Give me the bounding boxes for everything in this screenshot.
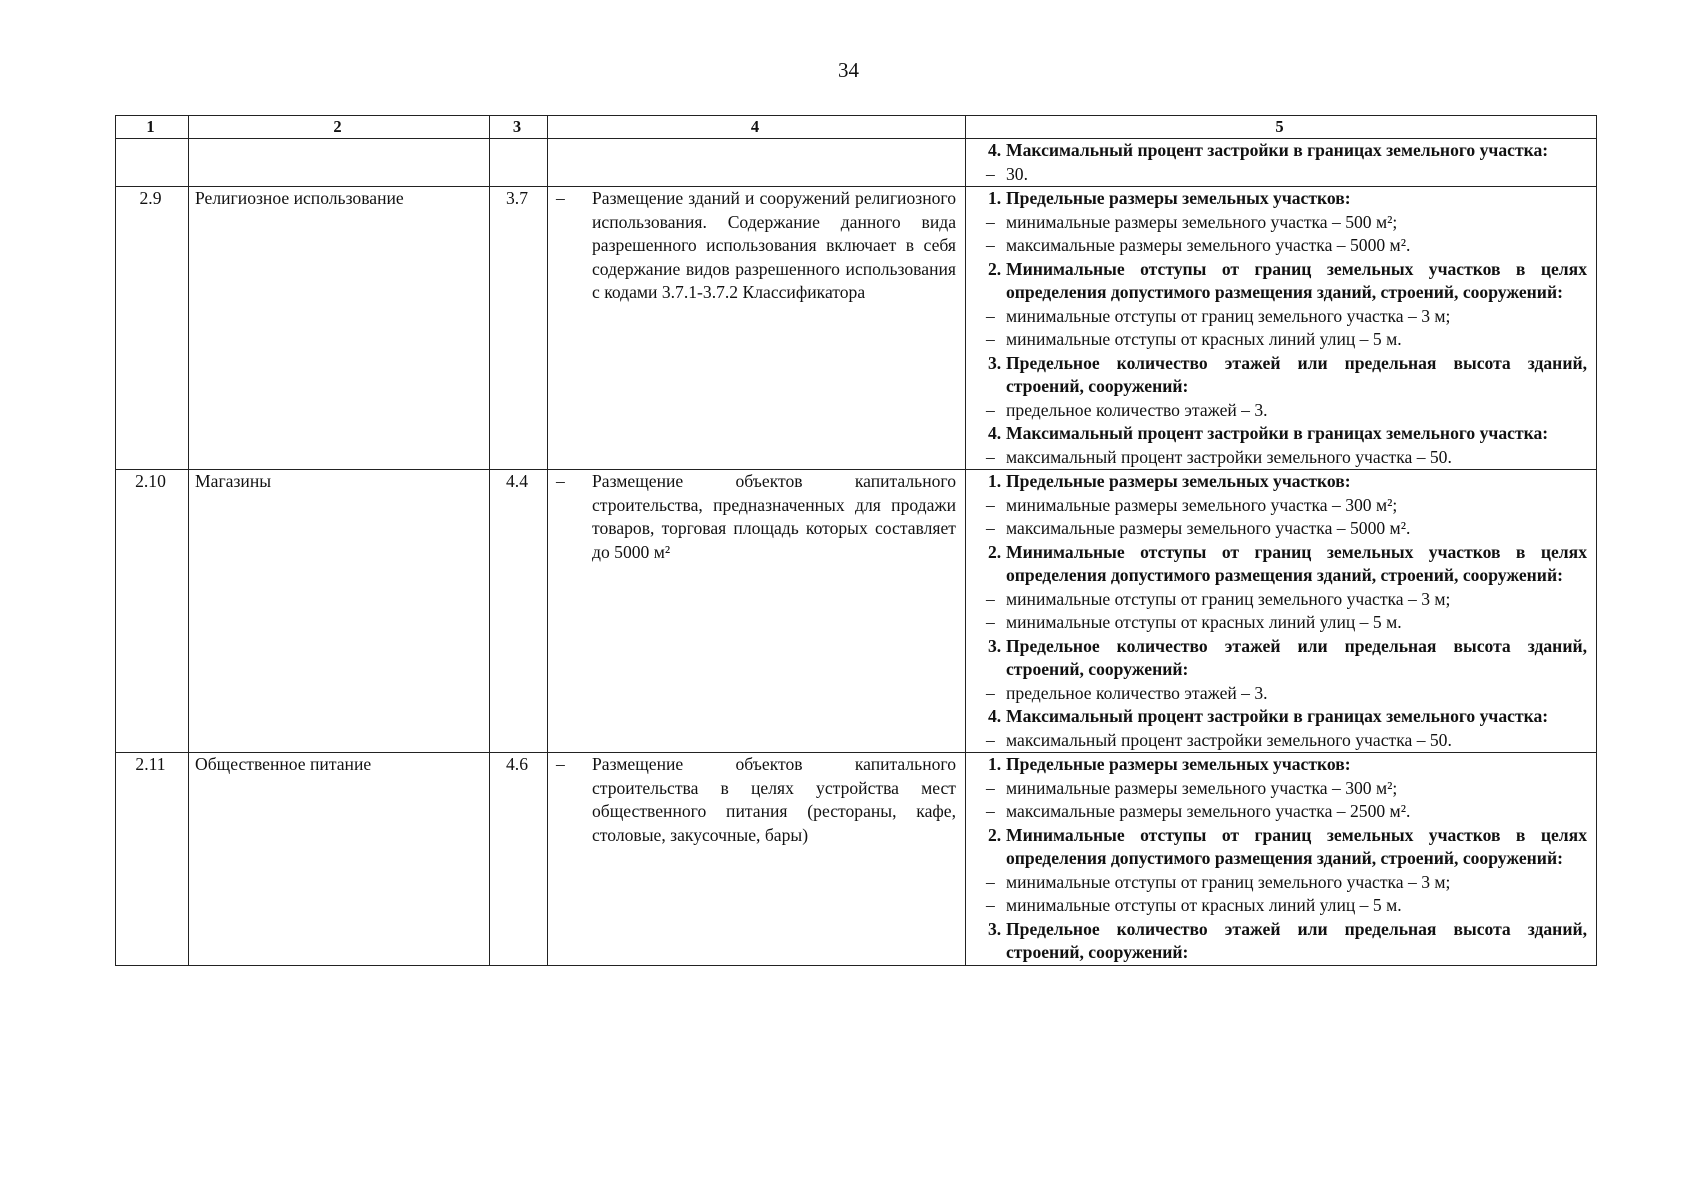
list-marker: –: [986, 682, 995, 703]
use-code: 4.6: [490, 753, 548, 966]
use-code: [490, 139, 548, 187]
parameters-cell: [966, 187, 1597, 470]
row-number: 2.10: [116, 470, 189, 753]
parameter-item: [972, 163, 1587, 187]
list-marker: –: [986, 163, 995, 184]
list-marker: –: [986, 777, 995, 798]
parameter-item: [972, 211, 1587, 235]
parameter-text: минимальные размеры земельного участка – 300 м²;: [1006, 494, 1398, 515]
parameter-heading: [972, 470, 1587, 494]
column-header: 3: [490, 116, 548, 139]
page-number: 34: [838, 58, 859, 82]
parameter-text: Предельные размеры земельных участков:: [1006, 754, 1351, 774]
parameter-text: минимальные отступы от красных линий улиц – 5 м.: [1006, 329, 1402, 349]
column-header: 2: [189, 116, 490, 139]
list-marker: 3.: [988, 918, 1002, 939]
parameter-heading: [972, 635, 1587, 682]
parameter-item: [972, 682, 1587, 706]
list-marker: –: [986, 895, 995, 915]
parameters-cell: [966, 139, 1597, 187]
parameter-text: минимальные размеры земельного участка – 500 м²;: [1006, 211, 1398, 232]
use-name: [189, 139, 490, 187]
dash-marker: –: [556, 754, 565, 774]
list-marker: –: [986, 494, 995, 515]
use-name: Религиозное использование: [189, 187, 490, 470]
parameter-heading: [972, 918, 1587, 965]
parameter-text: максимальные размеры земельного участка – 2500 м².: [1006, 801, 1411, 821]
parameter-item: [972, 399, 1587, 423]
dash-marker: –: [556, 188, 565, 208]
list-marker: 4.: [988, 140, 1002, 160]
list-marker: 3.: [988, 352, 1002, 373]
description-text: Размещение объектов капитального строительства в целях устройства мест общественного питания (рестораны, кафе, столовые, закусочные, бары): [592, 754, 956, 845]
list-marker: 2.: [988, 541, 1002, 562]
parameter-text: Максимальный процент застройки в границах земельного участка:: [1006, 140, 1549, 160]
parameter-text: Предельные размеры земельных участков:: [1006, 188, 1351, 208]
table-row: [116, 753, 1597, 966]
list-marker: 4.: [988, 706, 1002, 726]
parameter-heading: [972, 753, 1587, 777]
use-description: [548, 139, 966, 187]
parameter-heading: [972, 824, 1587, 871]
parameter-heading: [972, 187, 1587, 211]
parameter-item: [972, 517, 1587, 541]
parameter-text: минимальные отступы от границ земельного участка – 3 м;: [1006, 305, 1451, 326]
use-name: Общественное питание: [189, 753, 490, 966]
list-marker: –: [986, 235, 995, 255]
parameter-text: минимальные отступы от красных линий улиц – 5 м.: [1006, 612, 1402, 632]
list-marker: –: [986, 305, 995, 326]
parameter-text: максимальные размеры земельного участка – 5000 м².: [1006, 235, 1411, 255]
parameter-heading: [972, 352, 1587, 399]
parameter-text: Предельное количество этажей или предельная высота зданий, строений, сооружений:: [1006, 635, 1587, 679]
column-header: 5: [966, 116, 1597, 139]
list-marker: –: [986, 446, 995, 467]
row-number: [116, 139, 189, 187]
parameter-text: минимальные отступы от границ земельного участка – 3 м;: [1006, 588, 1451, 609]
parameter-text: Максимальный процент застройки в границах земельного участка:: [1006, 423, 1549, 443]
parameter-heading: [972, 422, 1587, 446]
use-code: 3.7: [490, 187, 548, 470]
use-description: [548, 470, 966, 753]
parameter-heading: [972, 705, 1587, 729]
parameter-text: максимальные размеры земельного участка – 5000 м².: [1006, 518, 1411, 538]
parameter-item: [972, 894, 1587, 918]
table-header-row: [116, 116, 1597, 139]
dash-marker: –: [556, 471, 565, 491]
list-marker: 3.: [988, 635, 1002, 656]
parameter-item: [972, 494, 1587, 518]
use-description: [548, 187, 966, 470]
parameter-heading: [972, 139, 1587, 163]
table-row: [116, 187, 1597, 470]
use-code: 4.4: [490, 470, 548, 753]
parameter-text: Минимальные отступы от границ земельных участков в целях определения допустимого размещения зданий, строений, сооружений:: [1006, 258, 1587, 302]
row-number: 2.11: [116, 753, 189, 966]
parameter-text: Максимальный процент застройки в границах земельного участка:: [1006, 706, 1549, 726]
parameter-text: минимальные отступы от границ земельного участка – 3 м;: [1006, 871, 1451, 892]
list-marker: 4.: [988, 423, 1002, 443]
parameter-item: [972, 305, 1587, 329]
list-marker: –: [986, 399, 995, 420]
list-marker: 2.: [988, 258, 1002, 279]
parameter-item: [972, 729, 1587, 753]
parameter-item: [972, 234, 1587, 258]
parameter-item: [972, 800, 1587, 824]
list-marker: –: [986, 801, 995, 821]
list-marker: –: [986, 329, 995, 349]
parameter-text: предельное количество этажей – 3.: [1006, 399, 1268, 420]
parameters-cell: [966, 470, 1597, 753]
parameter-item: [972, 611, 1587, 635]
list-marker: –: [986, 211, 995, 232]
list-marker: –: [986, 518, 995, 538]
parameter-text: максимальный процент застройки земельного участка – 50.: [1006, 446, 1452, 467]
list-marker: –: [986, 612, 995, 632]
table-row: [116, 470, 1597, 753]
parameters-cell: [966, 753, 1597, 966]
parameter-text: 30.: [1006, 163, 1028, 184]
parameter-text: минимальные отступы от красных линий улиц – 5 м.: [1006, 895, 1402, 915]
parameter-text: предельное количество этажей – 3.: [1006, 682, 1268, 703]
parameter-text: максимальный процент застройки земельного участка – 50.: [1006, 729, 1452, 750]
parameter-text: Минимальные отступы от границ земельных участков в целях определения допустимого размещения зданий, строений, сооружений:: [1006, 541, 1587, 585]
parameter-text: Минимальные отступы от границ земельных участков в целях определения допустимого размещения зданий, строений, сооружений:: [1006, 824, 1587, 868]
parameter-text: Предельное количество этажей или предельная высота зданий, строений, сооружений:: [1006, 352, 1587, 396]
list-marker: –: [986, 871, 995, 892]
list-marker: 2.: [988, 824, 1002, 845]
parameter-heading: [972, 541, 1587, 588]
parameter-text: Предельное количество этажей или предельная высота зданий, строений, сооружений:: [1006, 918, 1587, 962]
row-number: 2.9: [116, 187, 189, 470]
list-marker: 1.: [988, 754, 1002, 774]
parameter-item: [972, 328, 1587, 352]
parameter-text: Предельные размеры земельных участков:: [1006, 471, 1351, 491]
list-marker: –: [986, 588, 995, 609]
column-header: 1: [116, 116, 189, 139]
list-marker: 1.: [988, 471, 1002, 491]
parameter-item: [972, 777, 1587, 801]
use-description: [548, 753, 966, 966]
list-marker: 1.: [988, 188, 1002, 208]
parameter-text: минимальные размеры земельного участка – 300 м²;: [1006, 777, 1398, 798]
parameter-item: [972, 588, 1587, 612]
parameter-heading: [972, 258, 1587, 305]
parameter-item: [972, 871, 1587, 895]
table-row: [116, 139, 1597, 187]
column-header: 4: [548, 116, 966, 139]
description-text: Размещение объектов капитального строительства, предназначенных для продажи товаров, торговая площадь которых составляет до 5000 м²: [592, 471, 956, 562]
zoning-table: [115, 115, 1597, 966]
use-name: Магазины: [189, 470, 490, 753]
list-marker: –: [986, 729, 995, 750]
description-text: Размещение зданий и сооружений религиозного использования. Содержание данного вида разрешенного использования включает в себя содержание видов разрешенного использования с кодами 3.7.1-3.7.2 Классификатора: [592, 188, 956, 302]
parameter-item: [972, 446, 1587, 470]
